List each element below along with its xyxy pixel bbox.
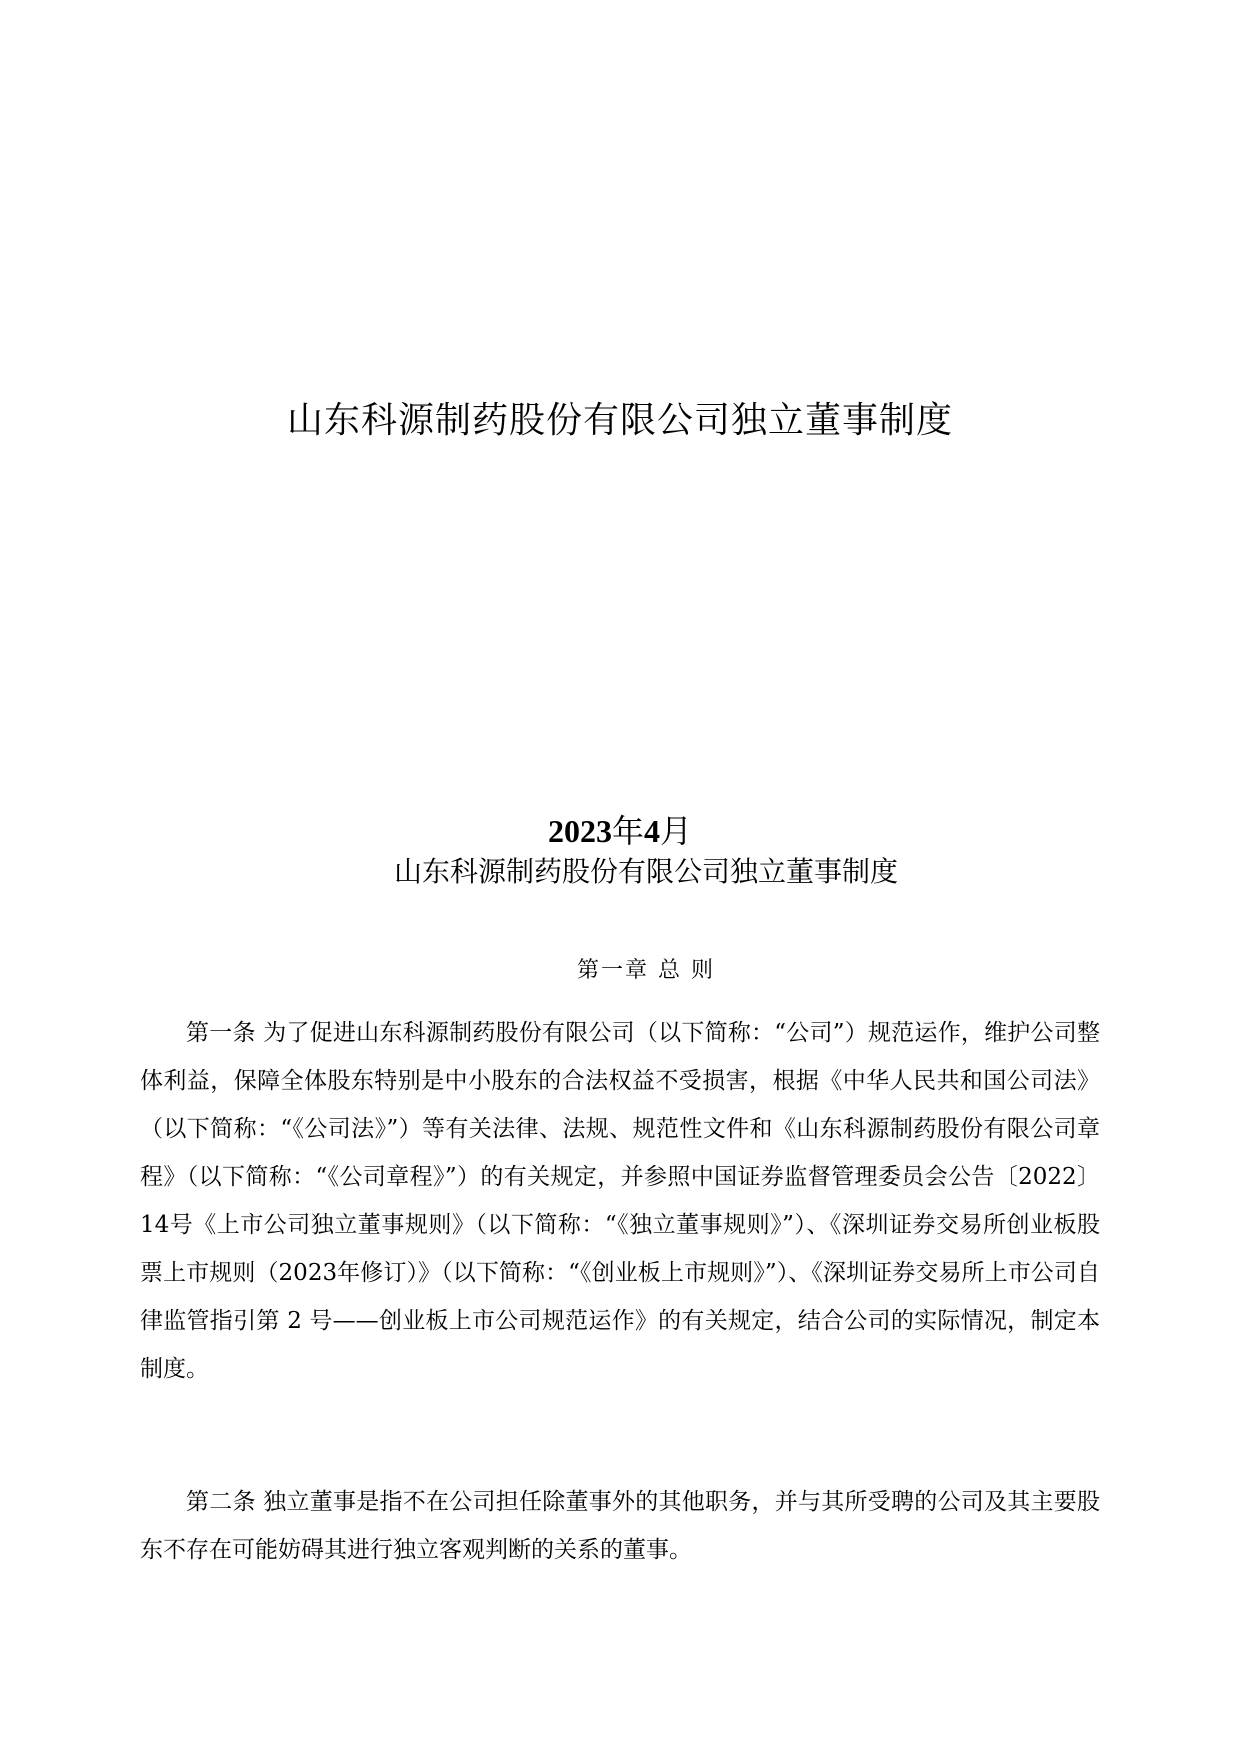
article-2: 第二条 独立董事是指不在公司担任除董事外的其他职务，并与其所受聘的公司及其主要股东不存在可能妨碍其进行独立客观判断的关系的董事。: [140, 1489, 1100, 1563]
document-title: 山东科源制药股份有限公司独立董事制度: [393, 855, 898, 888]
article-1: 第一条 为了促进山东科源制药股份有限公司（以下简称：“公司”）规范运作，维护公司整体利益，保障全体股东特别是中小股东的合法权益不受损害，根据《中华人民共和国公司法》（以下简称：“《公司法》”）等有关法律、法规、规范性文件和《山东科源制药股份有限公司章程》（以下简称：“《公司章程》”）的有关规定，并参照中国证券监督管理委员会公告〔2022〕14号《上市公司独立董事规则》（以下简称：“《独立董事规则》”）、《深圳证券交易所创业板股票上市规则（2023年修订）》（以下简称：“《创业板上市规则》”）、《深圳证券交易所上市公司自律监管指引第 2 号——创业板上市公司规范运作》的有关规定，结合公司的实际情况，制定本制度。: [140, 1020, 1100, 1382]
cover-date-month-unit: 月: [660, 812, 693, 850]
article-2-block: [140, 1478, 1100, 1574]
chapter-heading: 第一章 总 则: [577, 958, 715, 983]
cover-date-month: 4: [644, 813, 660, 849]
article-1-block: [140, 1009, 1100, 1393]
cover-date-year-unit: 年: [611, 812, 644, 850]
cover-date: [0, 806, 1240, 852]
cover-title: 山东科源制药股份有限公司独立董事制度: [286, 400, 953, 441]
cover-date-year: 2023: [547, 813, 612, 849]
